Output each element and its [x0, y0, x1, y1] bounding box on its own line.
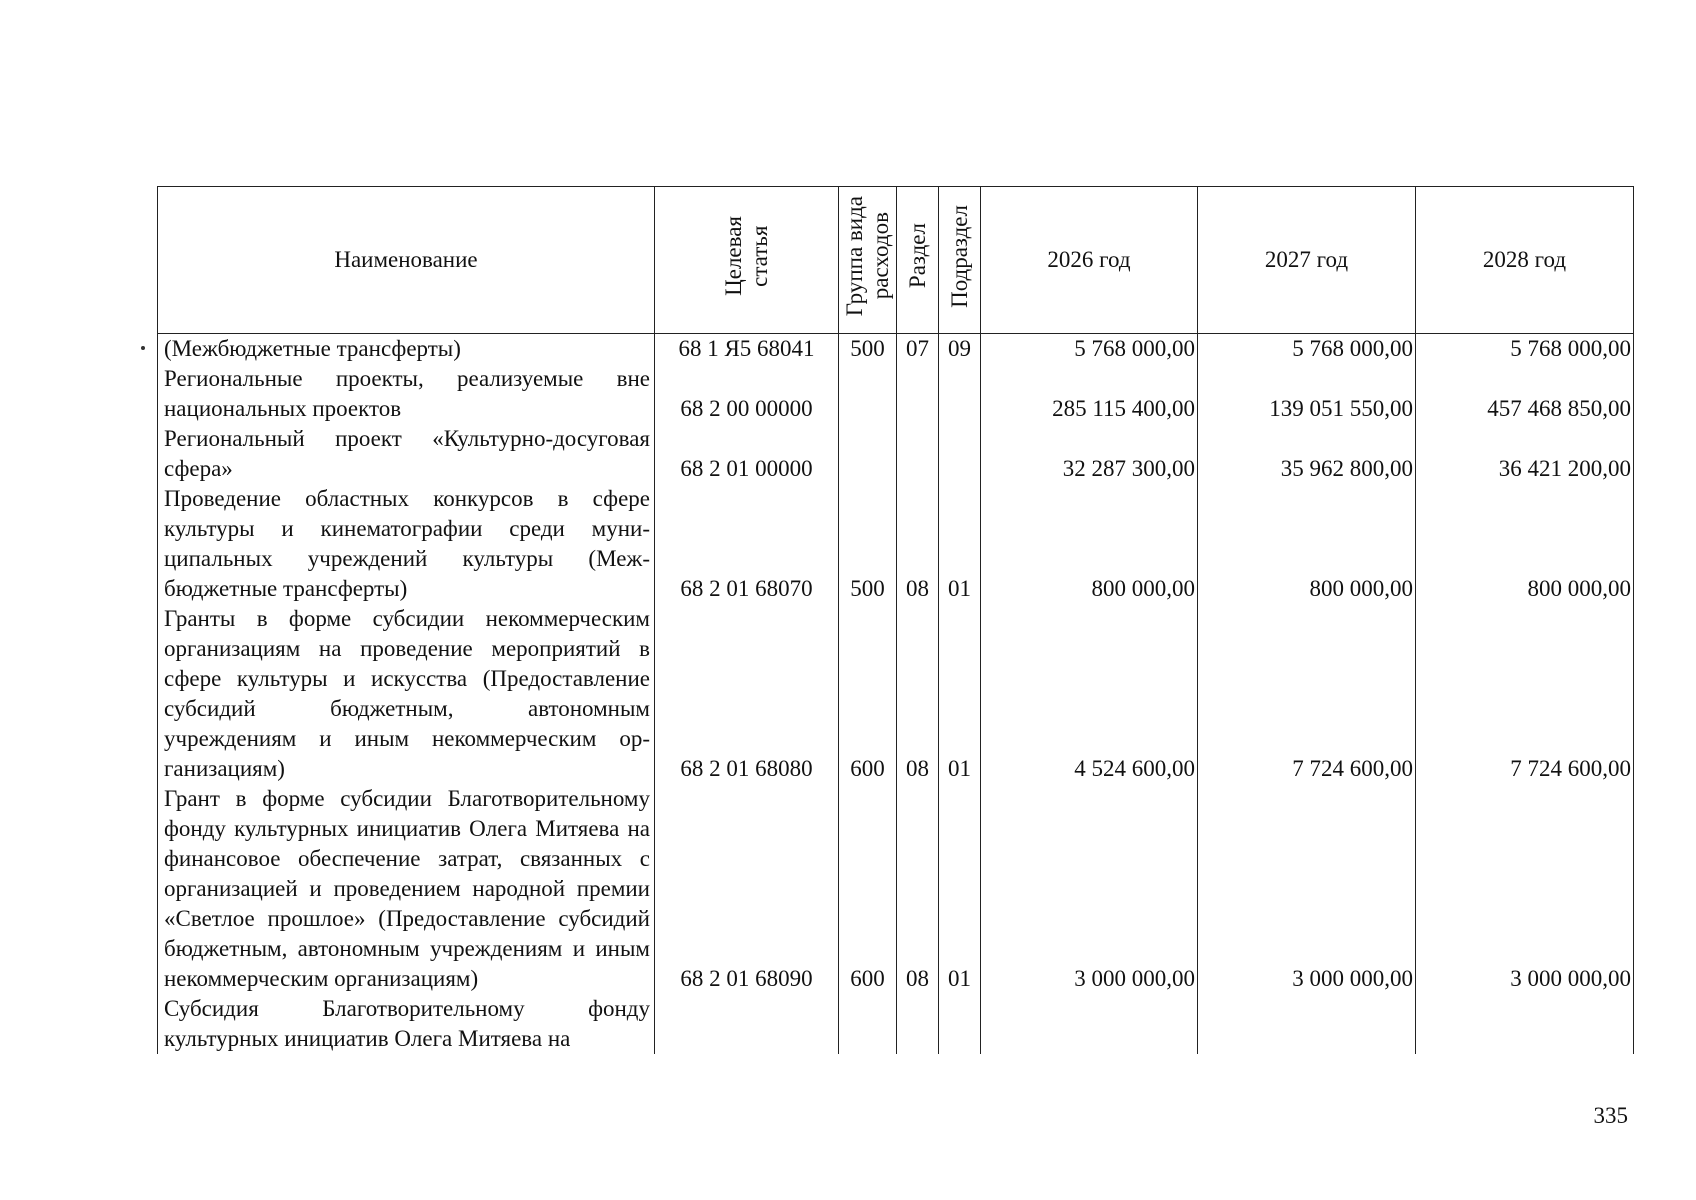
header-subsection: Подраздел: [939, 187, 981, 334]
row-name: Субсидия Благотворительному фонду культурных инициатив Олега Митяева на: [158, 994, 655, 1054]
header-expense-group: Группа вида расходов: [839, 187, 897, 334]
row-section: 07: [897, 334, 939, 365]
row-subsection: [939, 994, 981, 1054]
row-group: [839, 994, 897, 1054]
row-section: [897, 994, 939, 1054]
table-row: [158, 424, 1634, 484]
table-row: [158, 364, 1634, 424]
row-name: Региональный проект «Культурно-досуговая сфера»: [158, 424, 655, 484]
header-2026: 2026 год: [981, 187, 1198, 334]
row-subsection: [939, 364, 981, 424]
row-amount-2027: 139 051 550,00: [1198, 364, 1416, 424]
row-amount-2028: 7 724 600,00: [1416, 604, 1634, 784]
row-code: 68 2 01 68070: [655, 484, 839, 604]
budget-table: [157, 186, 1634, 1054]
row-amount-2028: 457 468 850,00: [1416, 364, 1634, 424]
row-group: 500: [839, 484, 897, 604]
row-name: Гранты в форме субсидии некоммерческим организациям на проведение мероприятий в сфере культуры и искусства (Предоставление субсидий бюджетным, автономным учреждениям и иным некоммерческим организациям): [158, 604, 655, 784]
header-row: [158, 187, 1634, 334]
row-amount-2027: 5 768 000,00: [1198, 334, 1416, 365]
row-group: [839, 424, 897, 484]
budget-table-container: [157, 186, 1633, 1054]
table-row: [158, 484, 1634, 604]
row-amount-2028: 36 421 200,00: [1416, 424, 1634, 484]
row-amount-2028: 800 000,00: [1416, 484, 1634, 604]
table-row: [158, 994, 1634, 1054]
row-amount-2026: 4 524 600,00: [981, 604, 1198, 784]
table-row: [158, 334, 1634, 365]
table-row: [158, 784, 1634, 994]
row-subsection: 01: [939, 604, 981, 784]
row-name: Грант в форме субсидии Благотворительному фонду культурных инициатив Олега Митяева на финансовое обеспечение затрат, связанных с организацией и проведением народной премии «Светлое прошлое» (Предоставление субсидий бюджетным, автономным учреждениям и иным некоммерческим организациям): [158, 784, 655, 994]
row-subsection: 01: [939, 784, 981, 994]
row-code: 68 2 01 00000: [655, 424, 839, 484]
row-section: 08: [897, 784, 939, 994]
row-amount-2027: 7 724 600,00: [1198, 604, 1416, 784]
row-name: Проведение областных конкурсов в сфере культуры и кинематографии среди муниципальных учреждений культуры (Межбюджетные трансферты): [158, 484, 655, 604]
row-code: 68 2 01 68080: [655, 604, 839, 784]
header-2028: 2028 год: [1416, 187, 1634, 334]
row-amount-2027: 800 000,00: [1198, 484, 1416, 604]
row-amount-2027: 35 962 800,00: [1198, 424, 1416, 484]
row-section: 08: [897, 484, 939, 604]
row-group: 600: [839, 604, 897, 784]
row-group: 600: [839, 784, 897, 994]
page-number: 335: [1593, 1103, 1628, 1128]
header-section: Раздел: [897, 187, 939, 334]
header-target-article: Целевая статья: [655, 187, 839, 334]
row-subsection: 09: [939, 334, 981, 365]
table-row: [158, 604, 1634, 784]
stray-mark: [141, 346, 145, 350]
row-section: [897, 364, 939, 424]
row-amount-2028: 5 768 000,00: [1416, 334, 1634, 365]
row-section: 08: [897, 604, 939, 784]
row-amount-2026: 32 287 300,00: [981, 424, 1198, 484]
row-group: [839, 364, 897, 424]
row-amount-2027: [1198, 994, 1416, 1054]
header-name: Наименование: [158, 187, 655, 334]
row-amount-2026: [981, 994, 1198, 1054]
row-amount-2027: 3 000 000,00: [1198, 784, 1416, 994]
row-code: 68 2 01 68090: [655, 784, 839, 994]
row-amount-2026: 3 000 000,00: [981, 784, 1198, 994]
row-code: 68 1 Я5 68041: [655, 334, 839, 365]
row-code: 68 2 00 00000: [655, 364, 839, 424]
row-name: (Межбюджетные трансферты): [158, 334, 655, 365]
row-name: Региональные проекты, реализуемые вне национальных проектов: [158, 364, 655, 424]
row-section: [897, 424, 939, 484]
row-amount-2028: [1416, 994, 1634, 1054]
row-amount-2026: 800 000,00: [981, 484, 1198, 604]
header-2027: 2027 год: [1198, 187, 1416, 334]
row-amount-2028: 3 000 000,00: [1416, 784, 1634, 994]
row-subsection: [939, 424, 981, 484]
row-amount-2026: 5 768 000,00: [981, 334, 1198, 365]
row-group: 500: [839, 334, 897, 365]
row-subsection: 01: [939, 484, 981, 604]
row-code: [655, 994, 839, 1054]
row-amount-2026: 285 115 400,00: [981, 364, 1198, 424]
